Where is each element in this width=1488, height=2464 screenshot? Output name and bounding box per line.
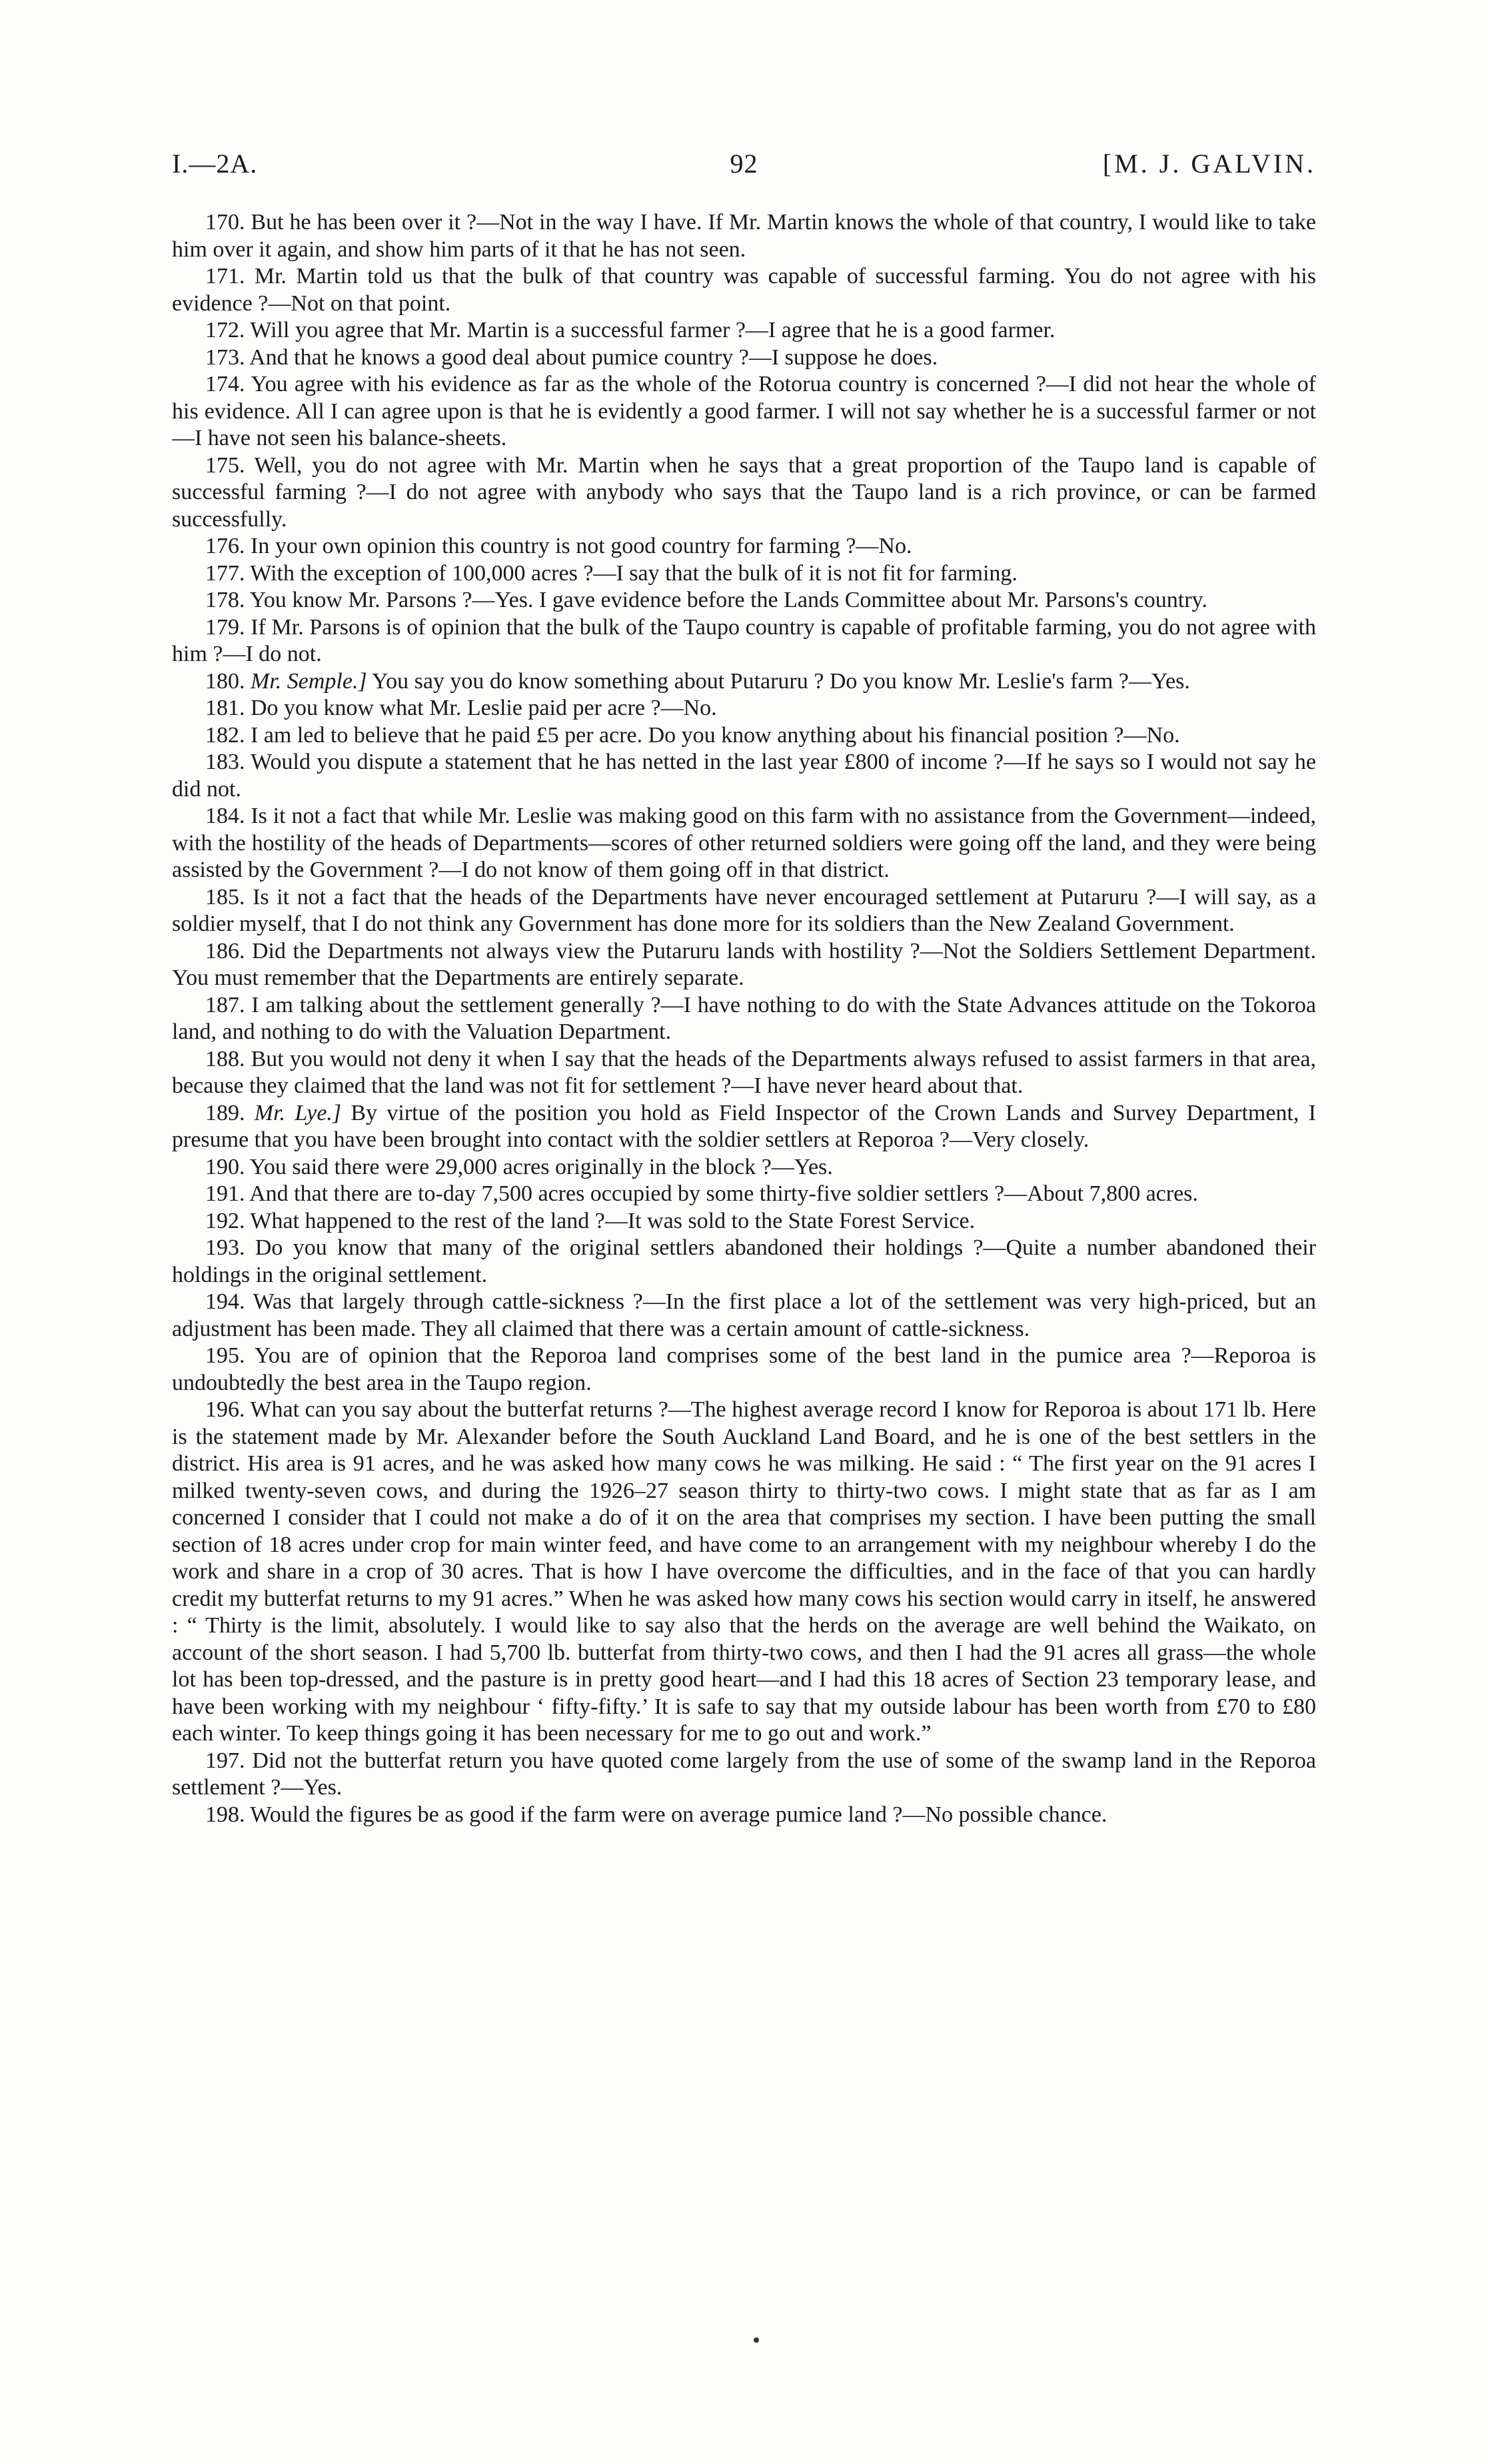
paragraph-178: 178. You know Mr. Parsons ?—Yes. I gave evidence before the Lands Committee about Mr. Parsons's country. <box>205 588 1207 612</box>
paragraph-194: 194. Was that largely through cattle-sickness ?—In the first place a lot of the settlement was very high-priced, but an adjustment has been made. They all claimed that there was a certain amount of cattle-sickness. <box>172 1289 1316 1341</box>
document-reference: I.—2A. <box>172 149 258 179</box>
paragraph-183: 183. Would you dispute a statement that he has netted in the last year £800 of income ?—If he says so I would not say he did not. <box>172 750 1316 802</box>
paragraph-198: 198. Would the figures be as good if the farm were on average pumice land ?—No possible chance. <box>205 1802 1108 1827</box>
paragraph-186: 186. Did the Departments not always view the Putaruru lands with hostility ?—Not the Soldiers Settlement Department. You must remember that the Departments are entirely separate. <box>172 938 1316 990</box>
question-text: You say you do know something about Putaruru ? Do you know Mr. Leslie's farm ?—Yes. <box>367 668 1190 694</box>
paragraph-190: 190. You said there were 29,000 acres originally in the block ?—Yes. <box>205 1154 833 1179</box>
paragraph-189 <box>172 1100 1316 1154</box>
paragraph-175: 175. Well, you do not agree with Mr. Martin when he says that a great proportion of the Taupo land is capable of successful farming ?—I do not agree with anybody who says that the Taupo land is a rich province, or can be farmed successfully. <box>172 452 1316 532</box>
paragraph-177: 177. With the exception of 100,000 acres ?—I say that the bulk of it is not fit for farming. <box>205 560 1018 586</box>
speaker-name: Mr. Lye.] <box>254 1100 342 1125</box>
page-header <box>172 148 1316 188</box>
paragraph-171: 171. Mr. Martin told us that the bulk of that country was capable of successful farming. You do not agree with his evidence ?—Not on that point. <box>172 264 1316 316</box>
paragraph-193: 193. Do you know that many of the original settlers abandoned their holdings ?—Quite a number abandoned their holdings in the original settlement. <box>172 1235 1316 1287</box>
paragraph-185: 185. Is it not a fact that the heads of the Departments have never encouraged settlement at Putaruru ?—I will say, as a soldier myself, that I do not think any Government has done more for its soldiers than the New Zealand Government. <box>172 884 1316 936</box>
paragraph-188: 188. But you would not deny it when I say that the heads of the Departments always refused to assist farmers in that area, because they claimed that the land was not fit for settlement ?—I have never heard about that. <box>172 1046 1316 1098</box>
question-number: 180. <box>205 668 251 694</box>
question-text: By virtue of the position you hold as Field Inspector of the Crown Lands and Survey Department, I presume that you have been brought into contact with the soldier settlers at Reporoa ?—Very closely. <box>172 1100 1316 1152</box>
page-number: 92 <box>730 149 758 179</box>
paragraph-195: 195. You are of opinion that the Reporoa land comprises some of the best land in the pumice area ?—Reporoa is undoubtedly the best area in the Taupo region. <box>172 1343 1316 1395</box>
paragraph-180 <box>172 668 1316 696</box>
paragraph-196: 196. What can you say about the butterfat returns ?—The highest average record I know for Reporoa is about 171 lb. Here is the statement made by Mr. Alexander before the South Auckland Land Board, and he is one of the best settlers in the district. His area is 91 acres, and he was asked how many cows he was milking. He said : “ The first year on the 91 acres I milked twenty-seven cows, and during the 1926–27 season thirty to thirty-two cows. I might state that as far as I am concerned I consider that I could not make a do of it on the area that comprises my section. I have been putting the small section of 18 acres under crop for main winter feed, and have come to an arrangement with my neighbour whereby I do the work and share in a crop of 30 acres. That is how I have overcome the difficulties, and in the face of that you can hardly credit my butterfat returns to my 91 acres.” When he was asked how many cows his section would carry in itself, he answered : “ Thirty is the limit, absolutely. I would like to say also that the herds on the average are well behind the Waikato, on account of the short season. I had 5,700 lb. butterfat from thirty-two cows, and then I had the 91 acres all grass—the whole lot has been top-dressed, and the pasture is in pretty good heart—and I had this 18 acres of Section 23 temporary lease, and have been working with my neighbour ‘ fifty-fifty.’ It is safe to say that my outside labour has been worth from £70 to £80 each winter. To keep things going it has been necessary for me to go out and work.” <box>172 1397 1316 1746</box>
speaker-name: Mr. Semple.] <box>251 668 367 694</box>
paragraph-192: 192. What happened to the rest of the land ?—It was sold to the State Forest Service. <box>205 1208 976 1233</box>
paragraph-197: 197. Did not the butterfat return you have quoted come largely from the use of some of the swamp land in the Reporoa settlement ?—Yes. <box>172 1748 1316 1800</box>
witness-name: [M. J. GALVIN. <box>1102 149 1316 179</box>
paragraph-170: 170. But he has been over it ?—Not in the way I have. If Mr. Martin knows the whole of that country, I would like to take him over it again, and show him parts of it that he has not seen. <box>172 210 1316 262</box>
question-number: 189. <box>205 1100 255 1125</box>
page-body <box>172 209 1316 1828</box>
paragraph-181: 181. Do you know what Mr. Leslie paid per acre ?—No. <box>205 696 717 720</box>
paragraph-184: 184. Is it not a fact that while Mr. Leslie was making good on this farm with no assistance from the Government—indeed, with the hostility of the heads of Departments—scores of other returned soldiers were going off the land, and they were being assisted by the Government ?—I do not know of them going off in that district. <box>172 804 1316 882</box>
paragraph-174: 174. You agree with his evidence as far as the whole of the Rotorua country is concerned ?—I did not hear the whole of his evidence. All I can agree upon is that he is evidently a good farmer. I will not say whether he is a successful farmer or not—I have not seen his balance-sheets. <box>172 372 1316 450</box>
paragraph-187: 187. I am talking about the settlement generally ?—I have nothing to do with the State Advances attitude on the Tokoroa land, and nothing to do with the Valuation Department. <box>172 992 1316 1044</box>
paragraph-173: 173. And that he knows a good deal about pumice country ?—I suppose he does. <box>205 344 938 370</box>
paragraph-182: 182. I am led to believe that he paid £5 per acre. Do you know anything about his financial position ?—No. <box>205 722 1180 748</box>
paragraph-176: 176. In your own opinion this country is not good country for farming ?—No. <box>205 534 912 558</box>
printer-dot-mark <box>754 2337 759 2343</box>
paragraph-172: 172. Will you agree that Mr. Martin is a successful farmer ?—I agree that he is a good farmer. <box>205 318 1056 342</box>
paragraph-191: 191. And that there are to-day 7,500 acres occupied by some thirty-five soldier settlers ?—About 7,800 acres. <box>205 1181 1198 1206</box>
paragraph-179: 179. If Mr. Parsons is of opinion that the bulk of the Taupo country is capable of profitable farming, you do not agree with him ?—I do not. <box>172 614 1316 666</box>
